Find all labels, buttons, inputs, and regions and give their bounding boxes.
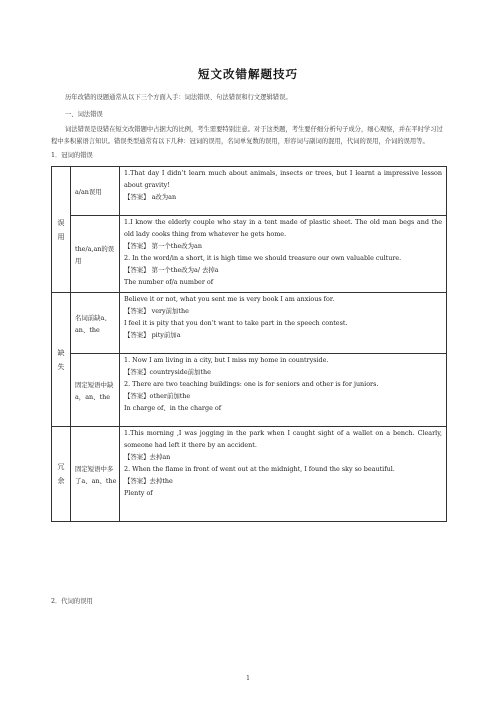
category-cell: the/a,an的误用 <box>71 216 120 293</box>
section-heading: 一、词法错误 <box>65 111 103 118</box>
answer-line: 【答案】去掉the <box>124 477 173 485</box>
answer-line: 【答案】other前加the <box>124 392 191 400</box>
example-cell <box>120 427 447 522</box>
answer-line: 【答案】去掉an <box>124 453 171 461</box>
answer-line: 【答案】 第一个the改为an <box>124 242 202 250</box>
section-text: 词法错误是设错在短文改错题中占据大的比例，考生需要特别注意。对于这类题，考生要仔细分析句子成分，细心观察，并在平时学习过程中多积累语言知识。错误类型通常有以下几种：冠词的误用，名词单复数的误用，形容词与副词的混用，代词的误用，介词的误用等。 <box>51 126 443 145</box>
table-row <box>52 354 447 427</box>
group-label-missing: 缺 失 <box>52 293 71 427</box>
group-label-redundant: 冗 余 <box>52 427 71 522</box>
table-row <box>52 216 447 293</box>
example-line: 2. There are two teaching buildings: one is for seniors and other is for juniors. <box>124 380 379 388</box>
subsection-heading: 1．冠词的错误 <box>51 152 93 159</box>
answer-line: 【答案】 a改为an <box>124 193 177 201</box>
category-cell: 名词前缺a、an、the <box>71 293 120 354</box>
example-line: 1.I know the elderly couple who stay in a tent made of plastic sheet. The old man begs and the old lady cooks thing from whatever he gets home. <box>124 218 442 238</box>
example-line: 2. In the word/in a short, it is high time we should treasure our own valuable culture. <box>124 254 402 262</box>
example-cell <box>120 216 447 293</box>
answer-line: 【答案】countryside前加the <box>124 368 211 376</box>
example-line: In charge of、in the charge of <box>124 404 222 412</box>
group-label-misuse: 误 用 <box>52 167 71 293</box>
table-row <box>52 427 447 522</box>
category-cell: 固定短语中多了a、an、the <box>71 427 120 522</box>
page-number: 1 <box>246 675 250 682</box>
answer-line: 【答案】 pity前加a <box>124 331 181 339</box>
example-cell <box>120 293 447 354</box>
example-line: The number of/a number of <box>124 278 214 286</box>
category-cell: 固定短语中缺a，an、the <box>71 354 120 427</box>
example-cell <box>120 167 447 216</box>
answer-line: 【答案】 very前加the <box>124 307 189 315</box>
category-cell: a/an误用 <box>71 167 120 216</box>
example-line: 1. Now I am living in a city, but I miss my home in countryside. <box>124 356 329 364</box>
example-line: 1.That day I didn’t learn much about animals, insects or trees, but I learnt a impressive lesson about gravity! <box>124 169 442 189</box>
example-line: 1.This morning ,I was jogging in the park when I caught sight of a wallet on a bench. Clearly, someone had left it there by an accident. <box>124 429 442 449</box>
answer-line: 【答案】 第一个the改为a/ 去掉a <box>124 266 219 274</box>
example-cell <box>120 354 447 427</box>
table-row <box>52 293 447 354</box>
example-line: I feel it is pity that you don’t want to take part in the speech contest. <box>124 319 348 327</box>
example-line: Plenty of <box>124 489 153 497</box>
intro-text: 历年改错的设题通常从以下三个方面入手：词法错误、句法错误和行文逻辑错误。 <box>65 94 292 101</box>
table-row <box>52 167 447 216</box>
example-line: Believe it or not, what you sent me is very book I am anxious for. <box>124 295 335 303</box>
page-title: 短文改错解题技巧 <box>198 67 298 81</box>
subsection-heading: 2．代词的误用 <box>51 598 93 605</box>
example-line: 2. When the flame in front of went out at the midnight, I found the sky so beautiful. <box>124 465 395 473</box>
article-error-table <box>51 166 447 522</box>
